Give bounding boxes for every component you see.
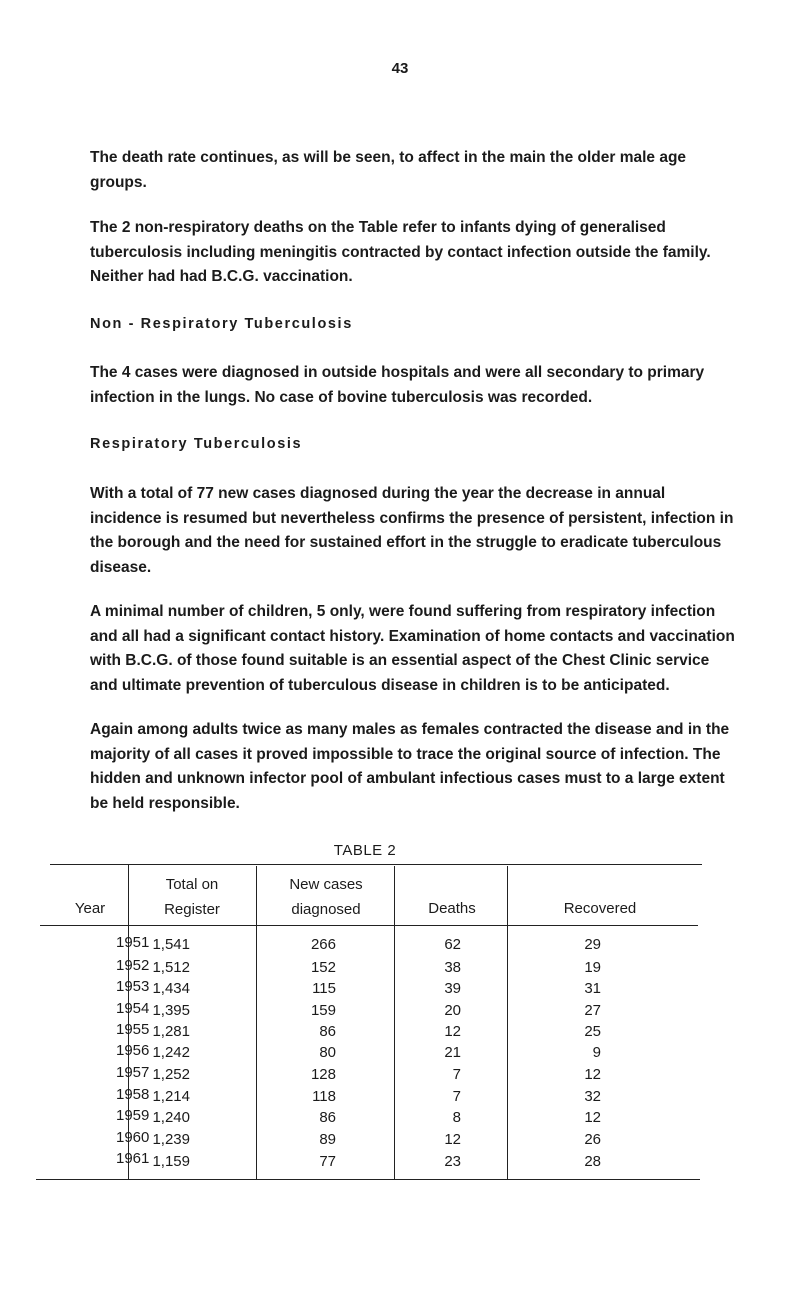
cell-recovered: 31: [584, 980, 601, 997]
cell-new: 89: [319, 1131, 336, 1148]
cell-deaths: 12: [444, 1023, 461, 1040]
header-recovered: Recovered: [563, 900, 637, 917]
cell-deaths: 38: [444, 959, 461, 976]
cell-deaths: 12: [444, 1131, 461, 1148]
cell-new: 266: [310, 936, 336, 953]
cell-deaths: 20: [444, 1002, 461, 1019]
header-year: Year: [74, 900, 106, 917]
paragraph-adults: Again among adults twice as many males as females contracted the disease and in the majority of all cases it proved impossible to trace the original source of infection. The hidden and unknown infector pool of ambulant infectious cases must to a large extent be held responsible.: [90, 721, 730, 812]
cell-deaths: 62: [444, 936, 461, 953]
cell-total: 1,434: [152, 980, 190, 997]
cell-new: 86: [319, 1109, 336, 1126]
cell-year: 1954: [116, 1000, 150, 1017]
cell-recovered: 25: [584, 1023, 601, 1040]
cell-recovered: 27: [584, 1002, 601, 1019]
cell-new: 80: [319, 1044, 336, 1061]
table-header-rule: [40, 925, 698, 926]
cell-deaths: 8: [452, 1109, 461, 1126]
table-divider-2: [256, 866, 257, 1179]
paragraph-death-rate: The death rate continues, as will be seen, to affect in the main the older male age groups.: [90, 149, 687, 191]
cell-deaths: 39: [444, 980, 461, 997]
cell-year: 1958: [116, 1086, 150, 1103]
cell-new: 152: [310, 959, 336, 976]
cell-total: 1,512: [152, 959, 190, 976]
cell-new: 118: [312, 1088, 336, 1105]
header-total-on-register: Total on Register: [164, 876, 220, 918]
cell-year: 1960: [116, 1129, 150, 1146]
cell-year: 1956: [116, 1042, 150, 1059]
header-deaths: Deaths: [428, 900, 476, 917]
cell-recovered: 32: [584, 1088, 601, 1105]
cell-new: 77: [319, 1153, 336, 1170]
cell-total: 1,395: [152, 1002, 190, 1019]
heading-non-respiratory: Non - Respiratory Tuberculosis: [90, 316, 353, 332]
cell-new: 159: [310, 1002, 336, 1019]
page-number: 43: [391, 60, 409, 77]
cell-new: 86: [319, 1023, 336, 1040]
cell-recovered: 12: [584, 1109, 601, 1126]
cell-total: 1,252: [152, 1066, 190, 1083]
cell-recovered: 28: [584, 1153, 601, 1170]
paragraph-non-respiratory-deaths: The 2 non-respiratory deaths on the Table refer to infants dying of generalised tuberculosis including meningitis contracted by contact infection outside the family. Neither had had B.C.G. vaccination.: [90, 219, 711, 285]
paragraph-non-respiratory-cases: The 4 cases were diagnosed in outside hospitals and were all secondary to primary infection in the lungs. No case of bovine tuberculosis was recorded.: [90, 364, 705, 406]
cell-year: 1959: [116, 1107, 150, 1124]
cell-year: 1957: [116, 1064, 150, 1081]
cell-total: 1,541: [152, 936, 190, 953]
cell-deaths: 23: [444, 1153, 461, 1170]
cell-deaths: 7: [452, 1066, 461, 1083]
cell-recovered: 19: [584, 959, 601, 976]
table-title: TABLE 2: [333, 842, 397, 859]
cell-year: 1961: [116, 1150, 150, 1167]
cell-total: 1,281: [152, 1023, 190, 1040]
cell-total: 1,159: [152, 1153, 190, 1170]
paragraph-new-cases: With a total of 77 new cases diagnosed during the year the decrease in annual incidence is resumed but nevertheless confirms the presence of persistent, infection in the borough and the need for sustained effort in the struggle to eradicate tuberculous disease.: [90, 485, 734, 576]
cell-year: 1953: [116, 978, 150, 995]
table-bottom-rule: [36, 1179, 700, 1180]
cell-recovered: 9: [592, 1044, 601, 1061]
cell-new: 128: [310, 1066, 336, 1083]
cell-year: 1952: [116, 957, 150, 974]
header-new-cases: New cases diagnosed: [289, 876, 363, 918]
cell-year: 1951: [116, 934, 150, 951]
paragraph-children: A minimal number of children, 5 only, were found suffering from respiratory infection and all had a significant contact history. Examination of home contacts and vaccination with B.C.G. of those found suitable is an essential aspect of the Chest Clinic service and ultimate prevention of tuberculous disease in children is to be anticipated.: [90, 603, 735, 694]
cell-total: 1,242: [152, 1044, 190, 1061]
cell-total: 1,214: [152, 1088, 190, 1105]
cell-recovered: 12: [584, 1066, 601, 1083]
cell-total: 1,240: [152, 1109, 190, 1126]
cell-total: 1,239: [152, 1131, 190, 1148]
cell-deaths: 7: [452, 1088, 461, 1105]
cell-recovered: 29: [584, 936, 601, 953]
cell-year: 1955: [116, 1021, 150, 1038]
heading-respiratory: Respiratory Tuberculosis: [90, 436, 303, 452]
table-top-rule: [50, 864, 702, 865]
cell-new: 115: [312, 980, 336, 997]
cell-recovered: 26: [584, 1131, 601, 1148]
cell-deaths: 21: [444, 1044, 461, 1061]
